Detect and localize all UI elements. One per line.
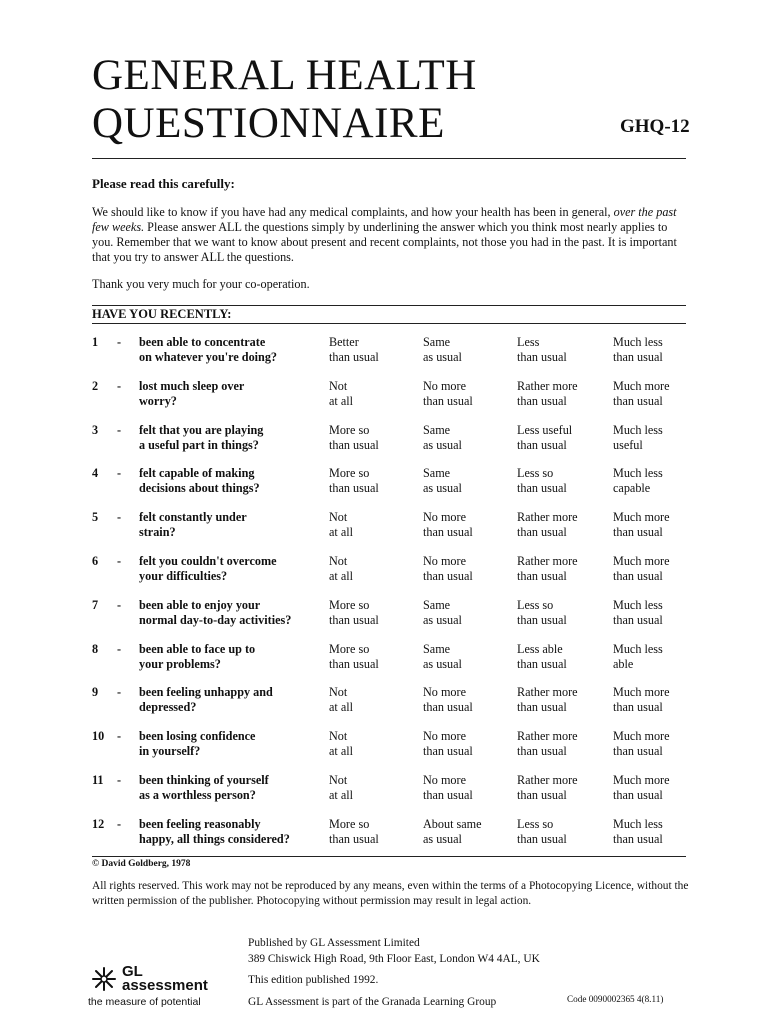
answer-option-line: than usual xyxy=(613,744,663,759)
question-row xyxy=(92,423,688,467)
answer-option-line: than usual xyxy=(329,350,379,364)
answer-option-1[interactable] xyxy=(329,335,421,365)
answer-option-line: as usual xyxy=(423,437,462,452)
answer-option-line: as usual xyxy=(423,656,462,671)
answer-option-line: than usual xyxy=(613,393,663,408)
answer-option-2[interactable] xyxy=(423,773,515,803)
answer-option-1[interactable] xyxy=(329,379,421,409)
question-row xyxy=(92,817,688,861)
answer-option-1[interactable] xyxy=(329,423,421,453)
answer-option-line: than usual xyxy=(329,656,379,671)
answer-option-line: Much more xyxy=(613,685,670,700)
answer-option-4[interactable] xyxy=(613,554,705,584)
answer-option-line: Not xyxy=(329,510,348,525)
answer-option-1[interactable] xyxy=(329,817,421,847)
answer-option-line: than usual xyxy=(517,437,567,452)
answer-option-line: Same xyxy=(423,422,451,437)
publisher-info xyxy=(248,936,540,1010)
answer-option-line: at all xyxy=(329,393,354,408)
answer-option-line: than usual xyxy=(517,393,567,408)
answer-option-2[interactable] xyxy=(423,685,515,715)
answer-option-line: No more xyxy=(423,772,466,787)
answer-option-3[interactable] xyxy=(517,685,609,715)
answer-option-line: Not xyxy=(329,772,348,787)
question-text-line: been feeling unhappy and xyxy=(139,685,273,700)
group-note: GL Assessment is part of the Granada Learning Group xyxy=(248,995,497,1008)
answer-option-line: than usual xyxy=(423,568,473,583)
answer-option-line: able xyxy=(613,656,634,671)
question-text-line: lost much sleep over xyxy=(139,378,245,393)
answer-option-2[interactable] xyxy=(423,335,515,365)
answer-option-2[interactable] xyxy=(423,817,515,847)
answer-option-4[interactable] xyxy=(613,773,705,803)
answer-option-line: capable xyxy=(613,481,651,496)
question-number: 11 xyxy=(92,772,104,787)
answer-option-line: than usual xyxy=(329,481,379,496)
answer-option-2[interactable] xyxy=(423,554,515,584)
answer-option-2[interactable] xyxy=(423,598,515,628)
answer-option-3[interactable] xyxy=(517,773,609,803)
answer-option-line: as usual xyxy=(423,350,462,364)
question-text-line: your problems? xyxy=(139,656,221,671)
question-text xyxy=(139,773,329,803)
answer-option-line: No more xyxy=(423,510,466,525)
answer-option-line: Rather more xyxy=(517,510,578,525)
answer-option-line: than usual xyxy=(517,525,567,540)
answer-option-4[interactable] xyxy=(613,379,705,409)
answer-option-3[interactable] xyxy=(517,729,609,759)
answer-option-3[interactable] xyxy=(517,335,609,365)
question-dash: - xyxy=(117,641,122,656)
question-text xyxy=(139,466,329,496)
answer-option-line: Rather more xyxy=(517,729,578,744)
answer-option-line: More so xyxy=(329,597,370,612)
answer-option-line: than usual xyxy=(423,787,473,802)
question-number: 10 xyxy=(92,729,105,744)
instructions-text-part-1: We should like to know if you have had any medical complaints, and how your health has been in general, xyxy=(92,205,614,219)
question-text-line: strain? xyxy=(139,525,176,540)
question-number: 3 xyxy=(92,422,99,437)
answer-option-1[interactable] xyxy=(329,554,421,584)
question-dash: - xyxy=(117,422,122,437)
answer-option-line: as usual xyxy=(423,481,462,496)
question-text-line: felt capable of making xyxy=(139,466,255,481)
asterisk-logo-icon xyxy=(90,965,118,993)
answer-option-line: No more xyxy=(423,378,466,393)
question-row xyxy=(92,510,688,554)
question-text-line: on whatever you're doing? xyxy=(139,350,278,364)
answer-option-line: than usual xyxy=(613,350,663,364)
question-dash: - xyxy=(117,685,122,700)
answer-option-line: than usual xyxy=(517,656,567,671)
answer-option-line: Much more xyxy=(613,729,670,744)
answer-option-line: than usual xyxy=(423,393,473,408)
answer-option-line: than usual xyxy=(517,481,567,496)
answer-option-line: More so xyxy=(329,816,370,831)
answer-option-line: Not xyxy=(329,685,348,700)
thanks-text: Thank you very much for your co-operation. xyxy=(92,277,310,291)
answer-option-line: than usual xyxy=(517,350,567,364)
answer-option-line: at all xyxy=(329,700,354,715)
question-dash: - xyxy=(117,553,122,568)
answer-option-line: Same xyxy=(423,597,451,612)
instructions-text-part-2: Please answer ALL the questions simply by underlining the answer which you think most nearly applies to you. Remember that we want to know about present and recent complaints, not those you had in the past. It is important that you try to answer ALL the questions. xyxy=(92,220,677,264)
answer-option-line: than usual xyxy=(423,744,473,759)
answer-option-line: at all xyxy=(329,568,354,583)
answer-option-3[interactable] xyxy=(517,642,609,672)
answer-option-line: than usual xyxy=(613,831,663,846)
divider xyxy=(92,305,686,306)
logo-tagline: the measure of potential xyxy=(88,996,201,1008)
question-text-line: been thinking of yourself xyxy=(139,772,269,787)
answer-option-2[interactable] xyxy=(423,510,515,540)
answer-option-line: than usual xyxy=(517,831,567,846)
rights-statement: All rights reserved. This work may not be reproduced by any means, even within the terms of a Photocopying Licence, without the written permission of the publisher. Photocopying without permission may result in legal action. xyxy=(92,880,689,907)
question-text xyxy=(139,423,329,453)
answer-option-line: Much less xyxy=(613,466,663,481)
answer-option-1[interactable] xyxy=(329,598,421,628)
question-text xyxy=(139,335,329,365)
answer-option-2[interactable] xyxy=(423,423,515,453)
answer-option-line: No more xyxy=(423,685,466,700)
question-text xyxy=(139,379,329,409)
answer-option-line: than usual xyxy=(517,612,567,627)
answer-option-4[interactable] xyxy=(613,817,705,847)
answer-option-4[interactable] xyxy=(613,466,705,496)
publisher-address: 389 Chiswick High Road, 9th Floor East, London W4 4AL, UK xyxy=(248,952,540,965)
answer-option-2[interactable] xyxy=(423,642,515,672)
question-text-line: happy, all things considered? xyxy=(139,831,290,846)
instructions-emphasis: over the past few weeks. xyxy=(92,205,677,234)
logo-gl: GL xyxy=(122,963,143,980)
answer-option-line: than usual xyxy=(517,787,567,802)
answer-option-2[interactable] xyxy=(423,729,515,759)
instructions-heading: Please read this carefully: xyxy=(92,176,235,191)
answer-option-3[interactable] xyxy=(517,423,609,453)
question-number: 9 xyxy=(92,685,99,700)
question-dash: - xyxy=(117,729,122,744)
answer-option-line: Same xyxy=(423,466,451,481)
title-line-2: QUESTIONNAIRE xyxy=(92,100,445,147)
answer-option-1[interactable] xyxy=(329,729,421,759)
question-text-line: your difficulties? xyxy=(139,568,228,583)
answer-option-3[interactable] xyxy=(517,510,609,540)
question-row xyxy=(92,335,688,379)
instructions-text xyxy=(92,205,688,265)
question-list xyxy=(92,335,688,861)
question-text-line: as a worthless person? xyxy=(139,787,256,802)
answer-option-line: Less so xyxy=(517,816,554,831)
answer-option-1[interactable] xyxy=(329,773,421,803)
question-text-line: been able to face up to xyxy=(139,641,256,656)
question-row xyxy=(92,598,688,642)
question-text-line: depressed? xyxy=(139,700,197,715)
answer-option-line: than usual xyxy=(329,831,379,846)
answer-option-line: Not xyxy=(329,729,348,744)
answer-option-line: More so xyxy=(329,466,370,481)
answer-option-line: Much less xyxy=(613,641,663,656)
answer-option-1[interactable] xyxy=(329,466,421,496)
answer-option-line: About same xyxy=(423,816,482,831)
copyright-notice: © David Goldberg, 1978 xyxy=(92,859,191,869)
question-text-line: a useful part in things? xyxy=(139,437,259,452)
answer-option-line: No more xyxy=(423,729,466,744)
question-number: 12 xyxy=(92,816,105,831)
answer-option-line: than usual xyxy=(613,612,663,627)
answer-option-2[interactable] xyxy=(423,379,515,409)
answer-option-line: than usual xyxy=(329,612,379,627)
answer-option-line: Less useful xyxy=(517,422,573,437)
answer-option-line: Better xyxy=(329,335,359,349)
answer-option-line: Much more xyxy=(613,772,670,787)
answer-option-line: Rather more xyxy=(517,685,578,700)
question-number: 7 xyxy=(92,597,99,612)
answer-option-line: Rather more xyxy=(517,772,578,787)
answer-option-2[interactable] xyxy=(423,466,515,496)
question-dash: - xyxy=(117,378,122,393)
question-text-line: been losing confidence xyxy=(139,729,256,744)
answer-option-4[interactable] xyxy=(613,598,705,628)
question-dash: - xyxy=(117,510,122,525)
question-number: 5 xyxy=(92,510,99,525)
answer-option-3[interactable] xyxy=(517,554,609,584)
answer-option-line: than usual xyxy=(517,744,567,759)
answer-option-line: Less xyxy=(517,335,540,349)
answer-option-line: at all xyxy=(329,744,354,759)
question-number: 2 xyxy=(92,378,99,393)
answer-option-line: than usual xyxy=(517,700,567,715)
question-number: 8 xyxy=(92,641,99,656)
question-dash: - xyxy=(117,597,122,612)
answer-option-line: Less so xyxy=(517,466,554,481)
question-text-line: worry? xyxy=(139,393,177,408)
answer-option-4[interactable] xyxy=(613,729,705,759)
question-dash: - xyxy=(117,335,122,349)
question-row xyxy=(92,773,688,817)
answer-option-line: as usual xyxy=(423,831,462,846)
answer-option-line: as usual xyxy=(423,612,462,627)
question-number: 1 xyxy=(92,335,99,349)
question-dash: - xyxy=(117,816,122,831)
question-number: 4 xyxy=(92,466,99,481)
question-row xyxy=(92,729,688,773)
published-by: Published by GL Assessment Limited xyxy=(248,937,420,949)
answer-option-4[interactable] xyxy=(613,423,705,453)
answer-option-3[interactable] xyxy=(517,466,609,496)
question-text-line: decisions about things? xyxy=(139,481,260,496)
question-row xyxy=(92,466,688,510)
question-row xyxy=(92,554,688,598)
answer-option-line: than usual xyxy=(613,525,663,540)
answer-option-4[interactable] xyxy=(613,335,705,365)
question-row xyxy=(92,642,688,686)
question-text-line: in yourself? xyxy=(139,744,201,759)
question-row xyxy=(92,379,688,423)
answer-option-line: More so xyxy=(329,422,370,437)
answer-option-line: Much less xyxy=(613,335,663,349)
question-text xyxy=(139,510,329,540)
answer-option-line: at all xyxy=(329,525,354,540)
question-text xyxy=(139,817,329,847)
answer-option-line: than usual xyxy=(517,568,567,583)
question-dash: - xyxy=(117,466,122,481)
answer-option-line: Much less xyxy=(613,597,663,612)
divider xyxy=(92,158,686,159)
question-text-line: felt you couldn't overcome xyxy=(139,553,277,568)
answer-option-line: Much more xyxy=(613,378,670,393)
question-text xyxy=(139,685,329,715)
answer-option-4[interactable] xyxy=(613,642,705,672)
question-text xyxy=(139,554,329,584)
question-text-line: been able to enjoy your xyxy=(139,597,261,612)
gl-assessment-logo xyxy=(88,964,238,1012)
answer-option-line: Same xyxy=(423,641,451,656)
answer-option-line: than usual xyxy=(423,700,473,715)
answer-option-line: Much less xyxy=(613,422,663,437)
questionnaire-code: GHQ-12 xyxy=(620,116,690,137)
divider xyxy=(92,323,686,324)
answer-option-1[interactable] xyxy=(329,510,421,540)
answer-option-4[interactable] xyxy=(613,510,705,540)
answer-option-line: at all xyxy=(329,787,354,802)
section-heading: HAVE YOU RECENTLY: xyxy=(92,307,232,321)
question-dash: - xyxy=(117,772,122,787)
question-number: 6 xyxy=(92,553,99,568)
answer-option-line: No more xyxy=(423,553,466,568)
answer-option-3[interactable] xyxy=(517,379,609,409)
answer-option-1[interactable] xyxy=(329,685,421,715)
answer-option-line: Not xyxy=(329,553,348,568)
document-title xyxy=(92,52,477,148)
answer-option-line: Much more xyxy=(613,553,670,568)
answer-option-line: than usual xyxy=(613,568,663,583)
question-text-line: felt constantly under xyxy=(139,510,247,525)
answer-option-line: than usual xyxy=(613,700,663,715)
product-code: Code 0090002365 4(8.11) xyxy=(567,994,664,1004)
answer-option-line: Less able xyxy=(517,641,563,656)
title-line-1: GENERAL HEALTH xyxy=(92,52,477,99)
answer-option-line: Same xyxy=(423,335,451,349)
answer-option-line: Less so xyxy=(517,597,554,612)
question-text xyxy=(139,598,329,628)
answer-option-line: Rather more xyxy=(517,553,578,568)
answer-option-line: More so xyxy=(329,641,370,656)
question-text xyxy=(139,642,329,672)
answer-option-line: Much less xyxy=(613,816,663,831)
question-text-line: felt that you are playing xyxy=(139,422,264,437)
answer-option-line: than usual xyxy=(613,787,663,802)
question-text-line: been able to concentrate xyxy=(139,335,266,349)
question-text xyxy=(139,729,329,759)
answer-option-1[interactable] xyxy=(329,642,421,672)
answer-option-3[interactable] xyxy=(517,598,609,628)
answer-option-line: useful xyxy=(613,437,643,452)
answer-option-line: than usual xyxy=(329,437,379,452)
answer-option-line: Not xyxy=(329,378,348,393)
edition-note: This edition published 1992. xyxy=(248,974,379,986)
question-text-line: normal day-to-day activities? xyxy=(139,612,292,627)
answer-option-line: Rather more xyxy=(517,378,578,393)
divider xyxy=(92,856,686,857)
question-row xyxy=(92,685,688,729)
logo-assessment: assessment xyxy=(122,977,208,994)
answer-option-4[interactable] xyxy=(613,685,705,715)
answer-option-line: Much more xyxy=(613,510,670,525)
answer-option-3[interactable] xyxy=(517,817,609,847)
question-text-line: been feeling reasonably xyxy=(139,816,261,831)
answer-option-line: than usual xyxy=(423,525,473,540)
